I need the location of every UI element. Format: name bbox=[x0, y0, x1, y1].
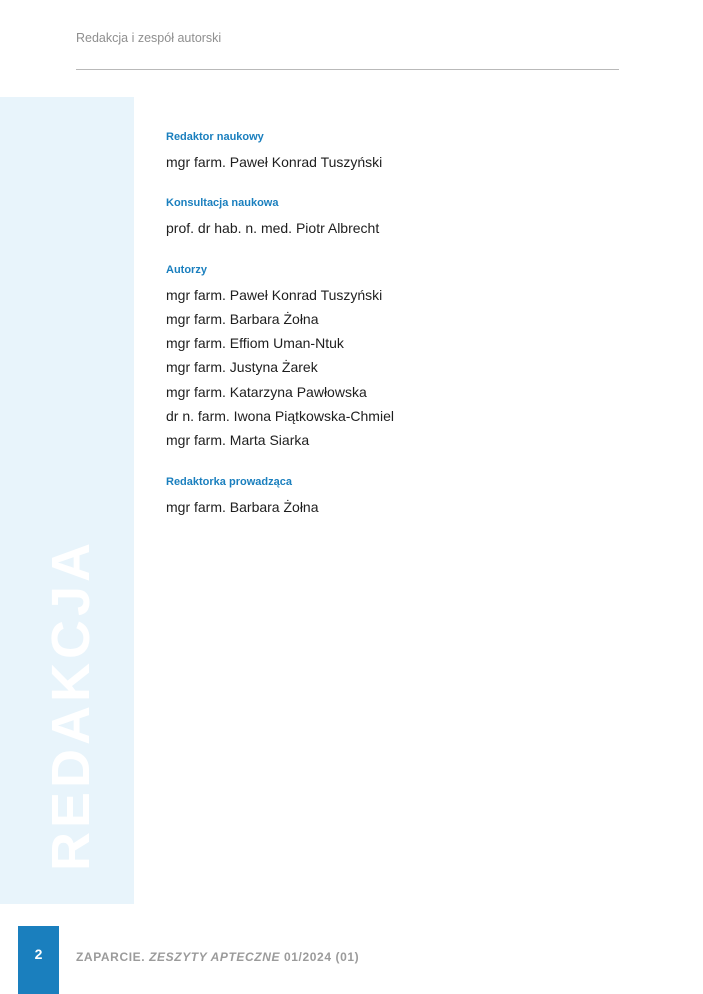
person-name: mgr farm. Katarzyna Pawłowska bbox=[166, 383, 367, 400]
footer-publication bbox=[76, 950, 359, 964]
person-name: dr n. farm. Iwona Piątkowska-Chmiel bbox=[166, 408, 394, 425]
section-label: Redaktorka prowadząca bbox=[166, 475, 292, 488]
editorial-content bbox=[166, 129, 394, 540]
footer-topic: ZAPARCIE. bbox=[76, 950, 150, 964]
section-label: Redaktor naukowy bbox=[166, 131, 264, 143]
page-number-badge bbox=[18, 926, 59, 994]
section-label: Autorzy bbox=[166, 263, 207, 276]
section-authors bbox=[166, 262, 394, 453]
section-managing-editor bbox=[166, 474, 394, 519]
person-name: mgr farm. Paweł Konrad Tuszyński bbox=[166, 154, 383, 170]
person-name: prof. dr hab. n. med. Piotr Albrecht bbox=[166, 220, 380, 237]
footer-journal: ZESZYTY APTECZNE bbox=[149, 950, 281, 964]
person-name: mgr farm. Barbara Żołna bbox=[166, 498, 319, 515]
person-name: mgr farm. Barbara Żołna bbox=[166, 310, 319, 327]
header-divider bbox=[76, 69, 619, 70]
footer-issue: 01/2024 (01) bbox=[280, 950, 360, 964]
person-name: mgr farm. Paweł Konrad Tuszyński bbox=[166, 286, 383, 303]
section-label: Konsultacja naukowa bbox=[166, 197, 279, 210]
section-scientific-consultation bbox=[166, 195, 394, 240]
running-header: Redakcja i zespół autorski bbox=[76, 31, 222, 45]
sidebar-vertical-title: REDAKCJA bbox=[41, 538, 101, 872]
page-number: 2 bbox=[34, 946, 43, 962]
person-name: mgr farm. Effiom Uman-Ntuk bbox=[166, 335, 344, 352]
section-scientific-editor bbox=[166, 129, 394, 174]
person-name: mgr farm. Justyna Żarek bbox=[166, 359, 318, 376]
person-name: mgr farm. Marta Siarka bbox=[166, 432, 310, 449]
